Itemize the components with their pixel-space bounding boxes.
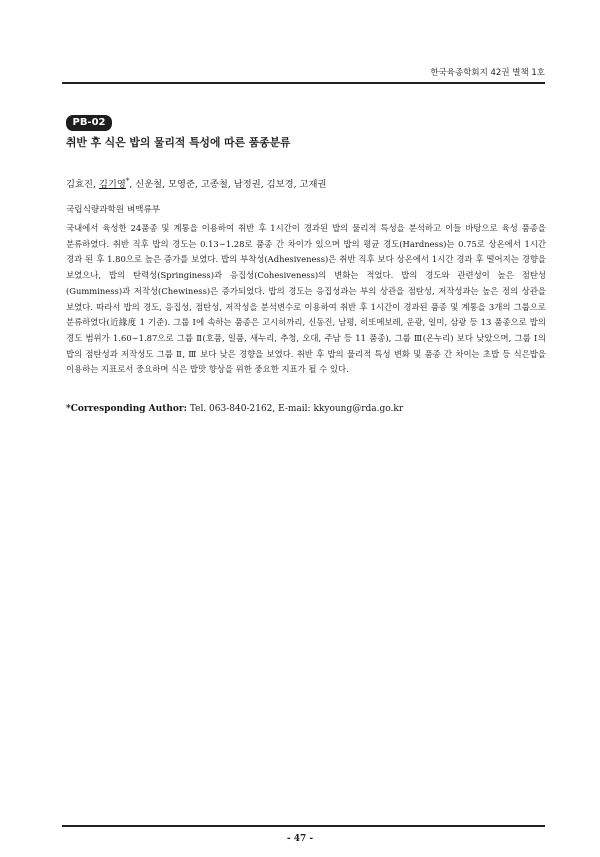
authors-trailing: , 신운철, 모영준, 고종철, 남정권, 김보경, 고재권 [129,179,327,190]
footer-rule [62,825,545,827]
corresponding-author: 김기영 [98,179,126,190]
contact-label: *Corresponding Author: [66,404,187,414]
page-number: - 47 - [286,834,314,844]
abstract-body: 국내에서 육성한 24품종 및 계통을 이용하여 취반 후 1시간이 경과된 밥의 물리적 특성을 분석하고 이들 바탕으로 육성 품종을 분류하였다. 취반 직후 밥의 경도는 0.13∼1.28로 품종 간 차이가 있으며 밥의 평균 경도(Hardness)는 0.75로 상온에서 1시간 경과 된 후 1.80으로 높은 증가를 보였다. 밥의 부착성(Adhesiveness)은 취반 직후 보다 상온에서 1시간 경과 후 떨어지는 경향을 보였으나, 밥의 탄력성(Springiness)과 응집성(Cohesiveness)의 변화는 적었다. 밥의 경도와 관련성이 높은 점탄성(Gumminess)과 저작성(Chewiness)은 증가되었다. 밥의 경도는 응집성과는 부의 상관을 점탄성, 저작성과는 높은 정의 상관을 보였다. 따라서 밥의 경도, 응집성, 점탄성, 저작성을 분석변수로 이용하여 취반 후 1시간이 경과된 품종 및 계통을 3개의 그룹으로 분류하였다(近緣度 1 기준). 그룹 Ⅰ에 속하는 품종은 고시히까리, 신동진, 남평, 히또메보레, 운광, 일미, 삼광 등 13 품종으로 밥의 경도 범위가 1.60∼1.87으로 그룹 Ⅱ(호품, 일품, 새누리, 추청, 오대, 주남 등 11 품종), 그룹 Ⅲ(온누리) 보다 낮았으며, 그룹 Ⅰ의 밥의 점탄성과 저작성도 그룹 Ⅱ, Ⅲ 보다 낮은 경향을 보였다. 취반 후 밥의 물리적 특성 변화 및 품종 간 차이는 초밥 등 식은밥을 이용하는 지표로서 중요하며 식은 밥맛 향상을 위한 중요한 지표가 될 수 있다. [66,223,546,375]
journal-header: 한국육종학회지 42권 별책 1호 [430,68,545,78]
contact-details: Tel. 063-840-2162, E-mail: kkyoung@rda.go.kr [186,404,404,414]
corresponding-mark: * [125,176,130,185]
authors-leading: 김효진, [66,179,99,190]
paper-title: 취반 후 식은 밥의 물리적 특성에 따른 품종분류 [66,136,291,149]
affiliation: 국립식량과학원 벼맥류부 [66,205,161,215]
author-list [66,176,326,190]
header-rule [62,82,545,84]
contact-line [66,404,403,414]
abstract-id-badge: PB-02 [66,115,112,131]
